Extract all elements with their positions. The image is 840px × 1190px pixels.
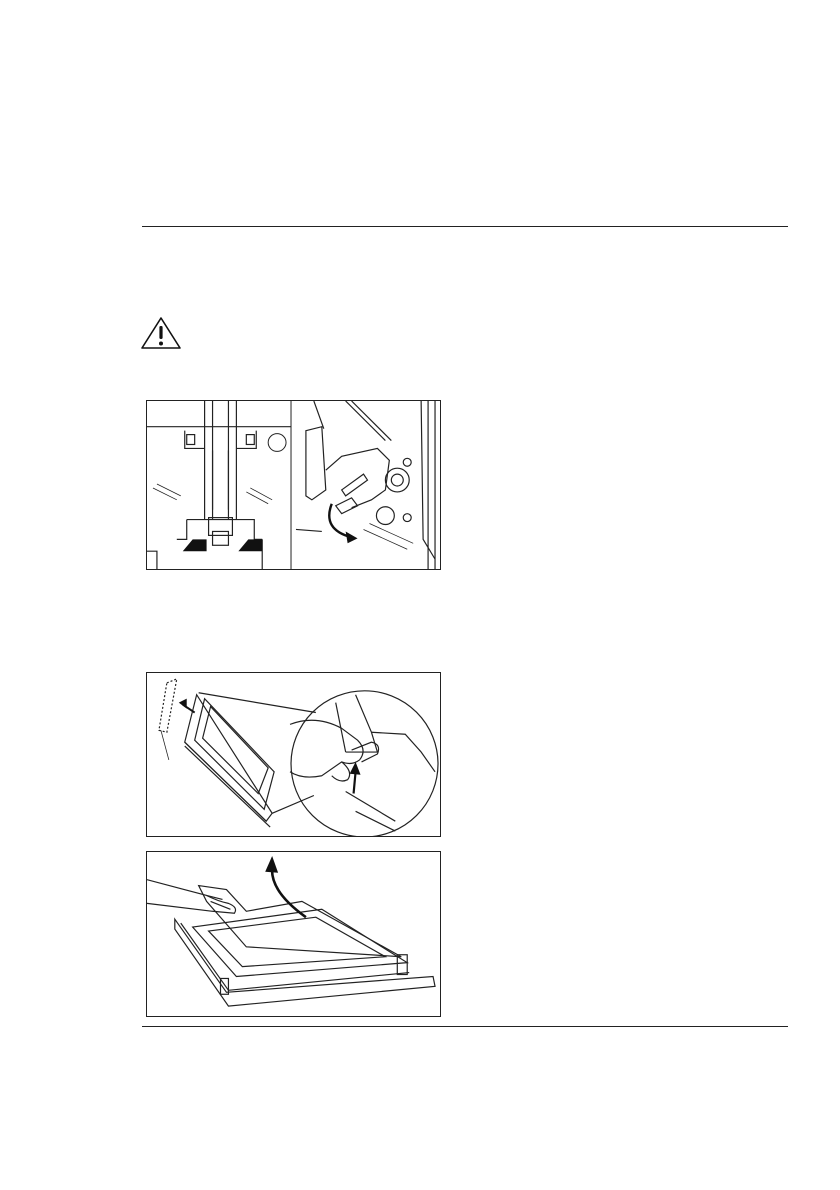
panel-hinge-lever: [296, 401, 435, 569]
seal-strip-icon: [159, 679, 177, 732]
figure-hinge-release: [146, 400, 441, 570]
press-arrow-right-icon: [238, 539, 262, 551]
panel-hinge-clamps: [147, 401, 291, 569]
figure-door-glass-removal: [146, 672, 441, 837]
warning-icon: [140, 316, 182, 350]
lift-arrow-icon: [272, 868, 306, 917]
bottom-rule: [142, 1026, 788, 1027]
rotate-arrow-icon: [329, 504, 351, 538]
push-arrow-icon: [354, 772, 356, 794]
press-arrow-left-icon: [183, 539, 207, 551]
callout-2-marker: [376, 507, 394, 525]
top-rule: [142, 226, 788, 227]
callout-1-marker: [268, 434, 286, 452]
figure-door-glass-lift: [146, 851, 441, 1017]
